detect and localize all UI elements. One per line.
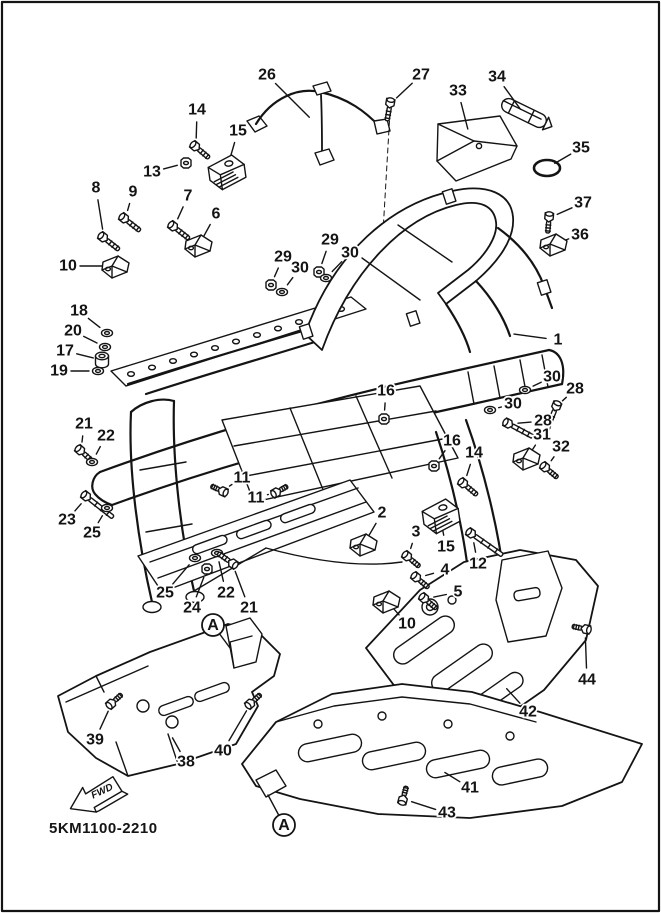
leader-line <box>426 573 434 575</box>
callout-label: 30 <box>543 368 561 386</box>
callout-label: 37 <box>574 194 592 212</box>
tool-bag <box>437 116 517 181</box>
callout-label: 11 <box>247 489 265 507</box>
leader-line <box>98 516 102 523</box>
part-glyph-bracket <box>373 591 400 613</box>
view-marker-A <box>268 795 295 836</box>
part-glyph-washer <box>93 367 104 374</box>
diagram-code: 5KM1100-2210 <box>49 820 158 837</box>
callout-label: 28 <box>534 412 552 430</box>
leader-line <box>533 382 541 386</box>
leader-line <box>235 571 245 596</box>
callout-label: 22 <box>97 427 115 445</box>
fwd-arrow <box>65 771 129 821</box>
leader-line <box>98 200 103 229</box>
leader-line <box>82 436 83 442</box>
callout-label: 7 <box>183 187 193 205</box>
leader-line <box>467 464 471 475</box>
callout-label: 42 <box>519 703 537 721</box>
part-glyph-bolt <box>189 140 212 161</box>
part-glyph-bolt <box>544 211 554 233</box>
callout-25 <box>83 504 112 541</box>
callout-32 <box>539 439 570 481</box>
part-glyph-washer <box>87 458 98 465</box>
callout-label: 13 <box>143 163 161 181</box>
callout-label: 21 <box>75 415 93 433</box>
callout-label: 27 <box>412 66 430 84</box>
callout-9 <box>118 184 143 235</box>
leader-line <box>164 165 178 169</box>
callout-29 <box>314 232 339 278</box>
leader-line <box>75 504 81 511</box>
leader-line <box>178 207 183 219</box>
part-glyph-bolt <box>167 220 192 242</box>
part-glyph-nut <box>266 280 276 290</box>
leader-line <box>551 457 554 461</box>
tool <box>499 96 555 133</box>
callout-label: 44 <box>578 671 596 689</box>
part-glyph-nut <box>181 158 191 168</box>
leader-line <box>230 485 232 487</box>
part-glyph-nut <box>429 461 439 471</box>
part-glyph-bolt <box>118 212 143 234</box>
callout-3 <box>401 524 423 570</box>
callout-label: 30 <box>504 395 522 413</box>
leader-line <box>203 225 210 238</box>
callout-label: 29 <box>321 231 339 249</box>
callout-label: 3 <box>411 523 421 541</box>
part-glyph-bolt <box>401 550 423 570</box>
view-marker-label: A <box>207 617 219 634</box>
callout-label: 43 <box>438 804 456 822</box>
leader-line <box>84 336 97 343</box>
callout-14 <box>188 102 212 162</box>
callout-label: 24 <box>183 599 201 617</box>
part-glyph-washer <box>520 386 531 393</box>
callout-label: 11 <box>233 469 251 487</box>
callout-label: 15 <box>437 538 455 556</box>
callout-label: 16 <box>443 432 461 450</box>
leader-line <box>88 318 100 327</box>
leader-line <box>514 334 546 338</box>
part-glyph-bolt <box>97 231 122 253</box>
callout-label: 39 <box>86 731 104 749</box>
callout-27 <box>383 67 430 122</box>
callout-label: 28 <box>566 380 584 398</box>
part-glyph-washer <box>190 554 201 561</box>
callout-label: 35 <box>572 139 590 157</box>
callout-7 <box>167 188 193 243</box>
callout-1 <box>514 332 563 349</box>
view-marker-label: A <box>278 817 290 834</box>
callout-30 <box>485 396 523 414</box>
callout-label: 8 <box>91 179 101 197</box>
callout-10 <box>59 256 129 278</box>
fwd-label: FWD <box>89 781 115 802</box>
leader-line <box>397 83 413 98</box>
leader-line <box>77 354 94 358</box>
callout-13 <box>143 158 191 181</box>
callout-label: 31 <box>533 426 551 444</box>
callout-label: 10 <box>398 615 416 633</box>
leader-line <box>563 397 567 401</box>
callout-label: 1 <box>553 331 563 349</box>
part-glyph-washer <box>102 329 113 336</box>
callout-8 <box>92 180 122 254</box>
leader-line <box>196 122 197 138</box>
callout-label: 23 <box>58 511 76 529</box>
part-glyph-bolt <box>383 97 395 121</box>
leader-line <box>585 638 586 668</box>
callout-label: 22 <box>217 584 235 602</box>
callout-label: 36 <box>571 226 589 244</box>
part-glyph-oring <box>534 160 560 176</box>
leader-line <box>322 251 326 263</box>
callout-label: 12 <box>469 555 487 573</box>
part-glyph-bolt <box>539 461 561 481</box>
callout-15 <box>207 123 247 192</box>
part-glyph-bolt <box>457 477 480 498</box>
callout-label: 20 <box>64 322 82 340</box>
part-glyph-bolt <box>410 571 432 591</box>
callout-label: 2 <box>377 504 387 522</box>
callout-22 <box>87 428 116 466</box>
callout-label: 9 <box>128 183 138 201</box>
callout-label: 34 <box>488 68 506 86</box>
callout-6 <box>185 206 221 258</box>
skid-plate-front <box>58 618 280 776</box>
callout-label: 38 <box>177 753 195 771</box>
callout-label: 30 <box>291 259 309 277</box>
part-glyph-box <box>207 154 247 192</box>
leader-line <box>499 407 502 408</box>
part-glyph-washer <box>485 406 496 413</box>
leader-line <box>474 543 476 552</box>
callout-35 <box>534 140 590 177</box>
callout-11 <box>209 470 250 498</box>
callout-label: 32 <box>552 438 570 456</box>
leader-line <box>518 422 531 423</box>
leader-line <box>275 268 279 277</box>
part-glyph-bolt <box>209 482 229 497</box>
callout-14 <box>457 445 483 499</box>
part-glyph-washer <box>321 274 332 281</box>
callout-label: 5 <box>453 583 463 601</box>
callout-label: 6 <box>211 205 221 223</box>
callout-label: 40 <box>214 742 232 760</box>
callout-label: 14 <box>188 101 206 119</box>
part-glyph-washer <box>100 343 111 350</box>
part-glyph-bushing <box>96 352 109 368</box>
part-glyph-washer <box>102 504 113 511</box>
leader-line <box>287 278 292 285</box>
callout-label: 14 <box>465 444 483 462</box>
callout-15 <box>421 498 461 556</box>
leader-line <box>128 204 130 211</box>
callout-label: 29 <box>274 248 292 266</box>
leader-line <box>385 403 386 410</box>
part-glyph-nut <box>379 414 389 424</box>
callout-label: 15 <box>229 122 247 140</box>
callout-label: 17 <box>56 342 74 360</box>
part-glyph-washer <box>277 288 288 295</box>
callout-label: 18 <box>70 302 88 320</box>
leader-line <box>557 208 572 215</box>
wire-harness <box>247 82 390 232</box>
leader-line <box>369 523 377 536</box>
part-glyph-bracket <box>513 448 540 470</box>
callout-label: 25 <box>83 524 101 542</box>
callout-label: 16 <box>377 382 395 400</box>
part-glyph-bracket <box>540 234 567 256</box>
callout-label: 41 <box>461 779 479 797</box>
skid-plate-center <box>242 684 642 818</box>
callout-label: 25 <box>156 584 174 602</box>
callout-label: 4 <box>440 561 450 579</box>
part-glyph-nut <box>202 564 212 574</box>
leader-line <box>96 447 100 455</box>
callout-label: 33 <box>449 82 467 100</box>
callout-label: 30 <box>341 244 359 262</box>
callout-label: 10 <box>59 257 77 275</box>
part-glyph-bolt <box>502 417 535 440</box>
callout-label: 21 <box>240 599 258 617</box>
leader-line <box>411 543 413 548</box>
part-glyph-bracket <box>102 256 129 278</box>
callout-label: 19 <box>50 362 68 380</box>
part-glyph-bracket <box>350 534 377 556</box>
callout-label: 26 <box>258 66 276 84</box>
